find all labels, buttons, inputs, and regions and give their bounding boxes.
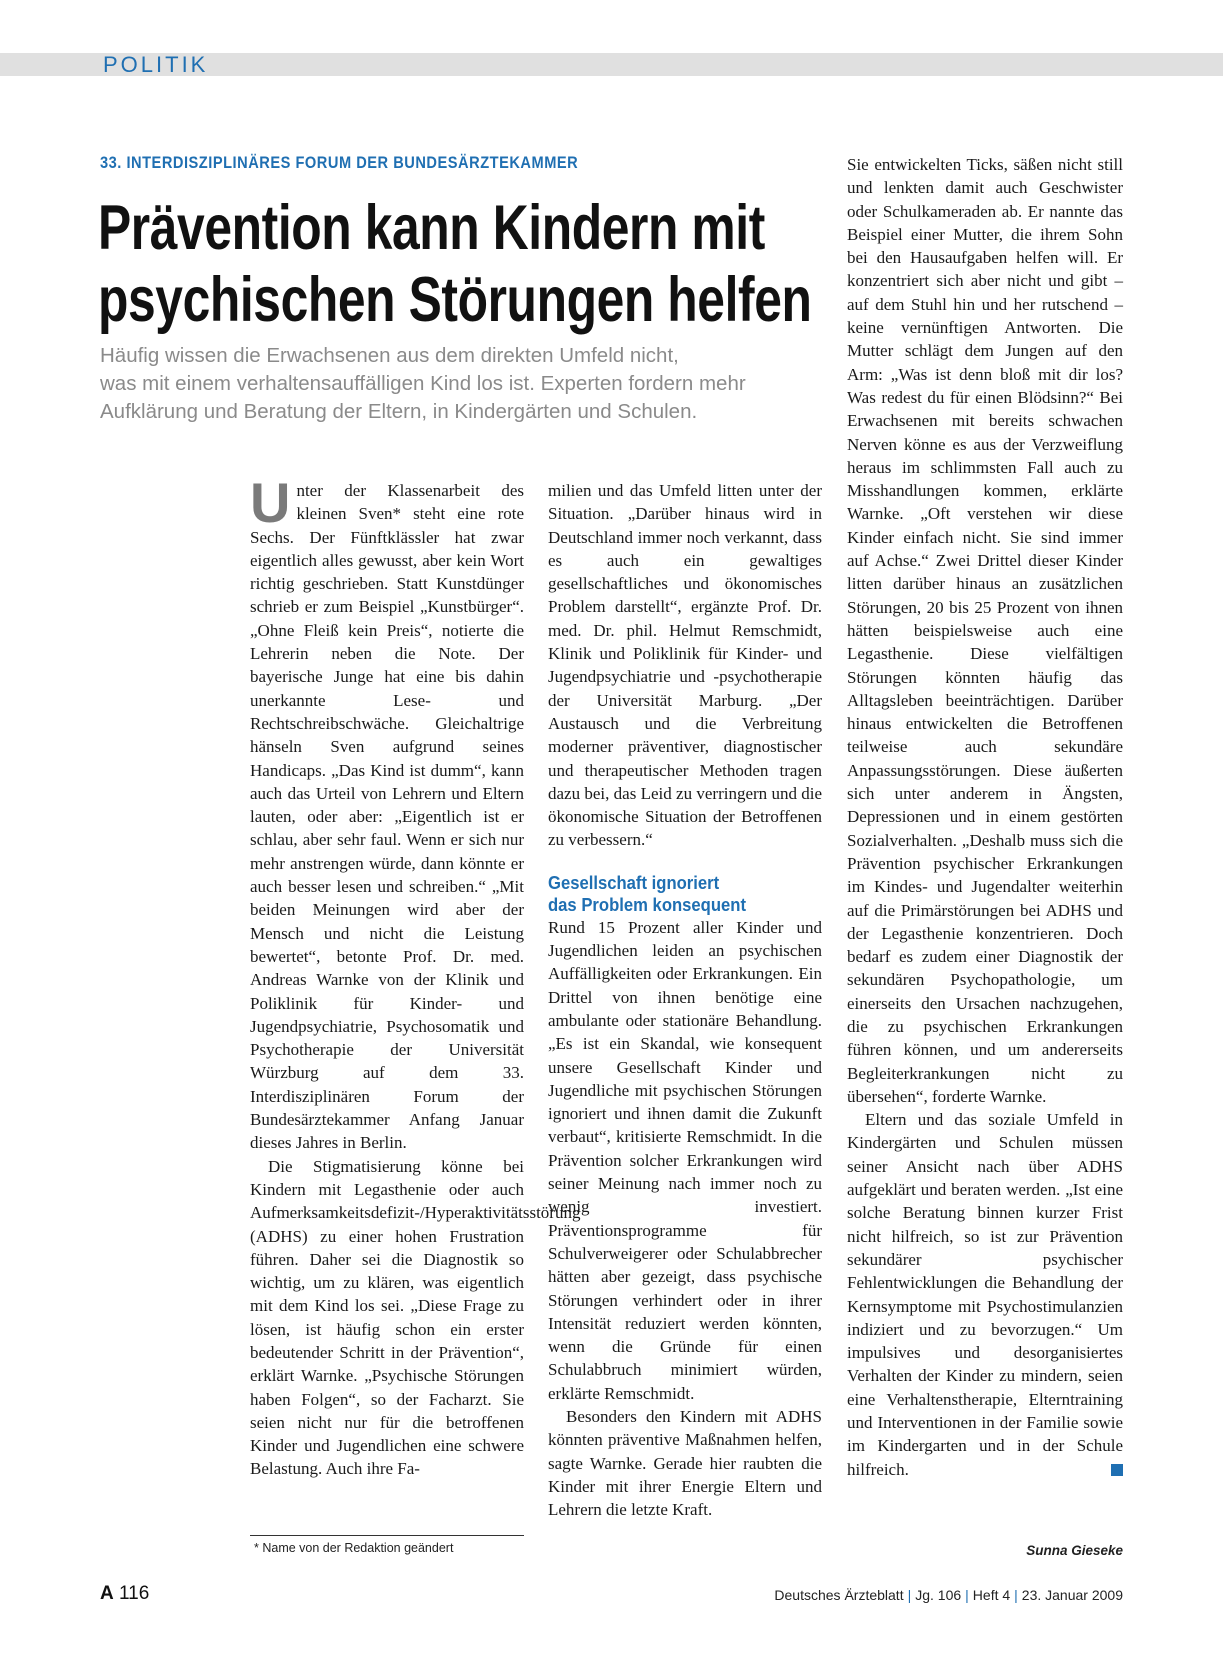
paragraph: Besonders den Kindern mit ADHS könnten präventive Maßnahmen helfen, sagte Warnke. Gerade hier raubten die Kinder mit ihrer Energie Eltern und Lehrern die letzte Kraft. (548, 1406, 822, 1520)
article-author: Sunna Gieseke (1026, 1543, 1123, 1558)
footnote-divider (250, 1535, 524, 1536)
headline-line-1: Prävention kann Kindern mit (98, 193, 765, 263)
article-kicker: 33. INTERDISZIPLINÄRES FORUM DER BUNDESÄRZTEKAMMER (100, 153, 579, 172)
page-number (100, 1583, 149, 1605)
separator: | (1014, 1587, 1018, 1603)
text-column-2 (548, 479, 822, 1521)
volume: Jg. 106 (915, 1587, 962, 1603)
section-subheading (548, 872, 795, 916)
subtitle-line-2: was mit einem verhaltensauffälligen Kind los ist. Experten fordern mehr (100, 372, 746, 395)
headline-line-2: psychischen Störungen helfen (98, 265, 812, 335)
text-column-3 (847, 153, 1123, 1481)
subheading-line-2: das Problem konsequent (548, 893, 746, 915)
page-prefix: A (100, 1583, 114, 1604)
separator: | (907, 1587, 912, 1603)
issue: Heft 4 (972, 1587, 1011, 1603)
issue-date: 23. Januar 2009 (1021, 1587, 1123, 1603)
paragraph-text: nter der Klassenarbeit des kleinen Sven* steht eine rote Sechs. Der Fünftklässler hat zwar eigentlich alles gewusst, aber kein Wort richtig geschrieben. Statt Kunstdünger schrieb er zum Beispiel „Kunstbürger“. „Ohne Fleiß kein Preis“, notierte die Lehrerin neben die Note. Der bayerische Junge hat eine bis dahin unerkannte Lese- und Rechtschreibschwäche. Gleichaltrige hänseln Sven aufgrund seines Handicaps. „Das Kind ist dumm“, kann auch das Urteil von Lehrern und Eltern lauten, oder aber: „Eigentlich ist er schlau, aber sehr faul. Wenn er sich nur mehr anstrengen würde, dann könnte er auch besser lesen und schreiben.“ „Mit beiden Meinungen wird aber der Mensch und nicht die Leistung bewertet“, betonte Prof. Dr. med. Andreas Warnke von der Klinik und Poliklinik für Kinder- und Jugendpsychiatrie, Psychosomatik und Psychotherapie der Universität Würzburg auf dem 33. Interdisziplinären Forum der Bundesärztekammer Anfang Januar dieses Jahres in Berlin. (250, 481, 524, 1153)
subheading-line-1: Gesellschaft ignoriert (548, 871, 720, 893)
page-number-value: 116 (119, 1583, 150, 1604)
paragraph-text: Eltern und das soziale Umfeld in Kindergärten und Schulen müssen seiner Ansicht nach über ADHS aufgeklärt und beraten werden. „Ist eine solche Beratung binnen kurzer Frist nicht hilfreich, so ist zur Prävention sekundärer psychischer Fehlentwicklungen die Behandlung der Kernsymptome mit Psychostimulanzien indiziert und zu bevorzugen.“ Um impulsives und desorganisiertes Verhalten der Kinder zu mindern, seien eine Verhaltenstherapie, Elterntraining und Interventionen in der Familie sowie im Kindergarten und in der Schule hilfreich. (847, 1110, 1123, 1479)
separator: | (965, 1587, 969, 1603)
subtitle-line-1: Häufig wissen die Erwachsenen aus dem direkten Umfeld nicht, (100, 344, 679, 367)
publication-name: Deutsches Ärzteblatt (774, 1587, 904, 1603)
end-of-article-mark (1111, 1464, 1123, 1476)
drop-cap: U (250, 471, 291, 534)
paragraph (847, 1108, 1123, 1481)
paragraph: Sie entwickelten Ticks, säßen nicht still und lenkten damit auch Geschwister oder Schulkameraden ab. Er nannte das Beispiel einer Mutter, die ihrem Sohn bei den Hausaufgaben helfen will. Er konzentriert sich aber nicht und gibt – auf dem Stuhl hin und her rutschend – keine vernünftigen Antworten. Die Mutter schlägt dem Jungen auf den Arm: „Was ist denn bloß mit dir los? Was redest du für einen Blödsinn?“ Bei Erwachsenen mit bereits schwachen Nerven könne es aus der Verzweiflung heraus im schlimmsten Fall auch zu Misshandlungen kommen, erklärte Warnke. „Oft verstehen wir diese Kinder einfach nicht. Sie sind immer auf Achse.“ Zwei Drittel dieser Kinder litten darüber hinaus an zusätzlichen Störungen, 20 bis 25 Prozent von ihnen hätten beispielsweise auch eine Legasthenie. Diese vielfältigen Störungen könnten häufig das Alltagsleben beeinträchtigen. Darüber hinaus entwickelten die Betroffenen teilweise auch sekundäre Anpassungsstörungen. Diese äußerten sich unter anderem in Ängsten, Depressionen und in einem gestörten Sozialverhalten. „Deshalb muss sich die Prävention psychischer Erkrankungen im Kindes- und Jugendalter weiterhin auf die Primärstörungen bei ADHS und der Legasthenie konzentrieren. Doch bedarf es zudem einer Diagnostik der sekundären Psychopathologie, um einerseits den Ursachen nachzugehen, die zu psychischen Erkrankungen führen können, und um andererseits Begleiterkrankungen nicht zu übersehen“, forderte Warnke. (847, 155, 1123, 1106)
article-headline (98, 192, 812, 336)
publication-footer (774, 1587, 1123, 1603)
paragraph: Rund 15 Prozent aller Kinder und Jugendlichen leiden an psychischen Auffälligkeiten oder Erkrankungen. Ein Drittel von ihnen benötige eine ambulante oder stationäre Behandlung. „Es ist ein Skandal, wie konsequent unsere Gesellschaft Kinder und Jugendliche mit psychischen Störungen ignoriert und ihnen damit die Zukunft verbaut“, kritisierte Remschmidt. In die Prävention solcher Erkrankungen wird seiner Meinung nach immer noch zu wenig investiert. Präventionsprogramme für Schulverweigerer oder Schulabbrecher hätten aber gezeigt, dass psychische Störungen verhindert oder in ihrer Intensität reduziert werden könnten, wenn die Gründe für einen Schulabbruch minimiert würden, erklärte Remschmidt. (548, 917, 822, 1403)
paragraph: Die Stigmatisierung könne bei Kindern mit Legasthenie oder auch Aufmerksamkeitsdefizit-/Hyperaktivitätsstörung (ADHS) zu einer hohen Frustration führen. Daher sei die Diagnostik so wichtig, um zu klären, was eigentlich mit dem Kind los sei. „Diese Frage zu lösen, ist häufig schon ein erster bedeutender Schritt in der Prävention“, erklärt Warnke. „Psychische Störungen haben Folgen“, so der Facharzt. Sie seien nicht nur für die betroffenen Kinder und Jugendlichen eine schwere Belastung. Auch ihre Fa- (250, 1156, 581, 1479)
article-subtitle (100, 342, 830, 426)
text-column-1 (250, 471, 581, 1481)
paragraph: milien und das Umfeld litten unter der Situation. „Darüber hinaus wird in Deutschland immer noch verkannt, dass es auch ein gewaltiges gesellschaftliches und ökonomisches Problem darstellt“, ergänzte Prof. Dr. med. Dr. phil. Helmut Remschmidt, Klinik und Poliklinik für Kinder- und Jugendpsychiatrie und -psychotherapie der Universität Marburg. „Der Austausch und die Verbreitung moderner präventiver, diagnostischer und therapeutischer Methoden tragen dazu bei, das Leid zu verringern und die ökonomische Situation der Betroffenen zu verbessern.“ (548, 481, 822, 850)
footnote: * Name von der Redaktion geändert (254, 1541, 454, 1555)
section-label: POLITIK (103, 52, 209, 77)
paragraph (250, 471, 524, 1155)
subtitle-line-3: Aufklärung und Beratung der Eltern, in Kindergärten und Schulen. (100, 400, 698, 423)
